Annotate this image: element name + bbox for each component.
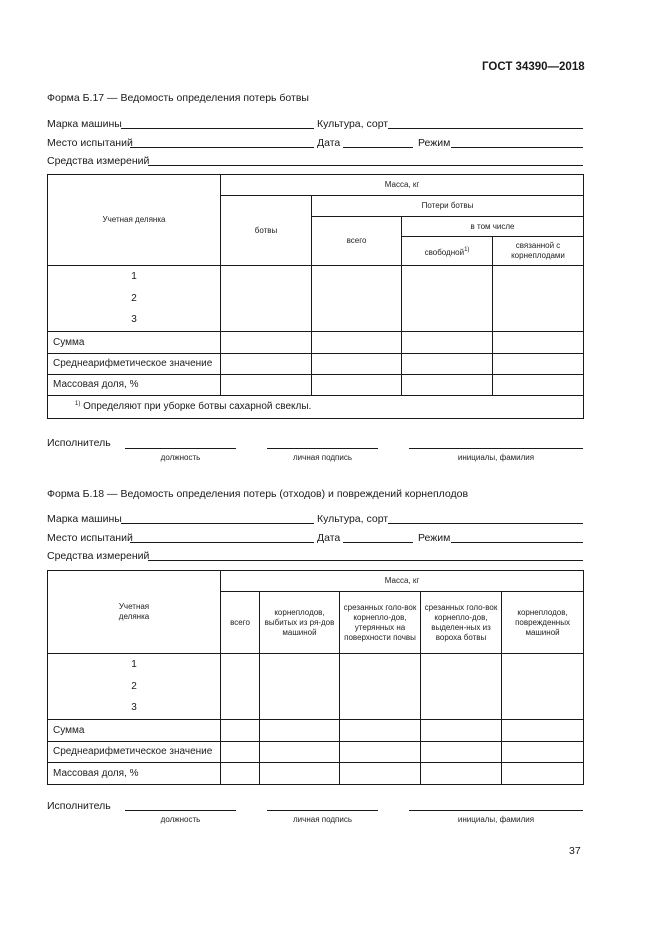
form18-row-1: 1 (131, 659, 137, 670)
form18-table (47, 570, 584, 785)
form17-cell[interactable] (402, 353, 493, 374)
form17-place-line[interactable] (130, 147, 314, 148)
form17-cell[interactable] (402, 266, 493, 332)
form18-mode-line[interactable] (451, 542, 583, 543)
form18-date-label: Дата (317, 532, 341, 544)
form18-name-line[interactable] (409, 810, 583, 811)
form18-row-numbers (48, 654, 221, 720)
form18-cell[interactable] (502, 741, 584, 762)
form17-machine-label: Марка машины (47, 118, 122, 130)
form18-cell[interactable] (421, 719, 502, 741)
form18-machine-line[interactable] (121, 523, 314, 524)
form17-cell[interactable] (402, 331, 493, 353)
form18-col-plot: Учетная делянка (48, 571, 221, 654)
form17-mode-line[interactable] (451, 147, 583, 148)
form17-row-1: 1 (131, 271, 137, 282)
form18-cell[interactable] (421, 762, 502, 784)
form18-cell[interactable] (340, 654, 421, 720)
form17-instruments-line[interactable] (148, 165, 583, 166)
form18-cell[interactable] (260, 654, 340, 720)
form18-cell[interactable] (221, 654, 260, 720)
form17-cell[interactable] (312, 266, 402, 332)
form18-col-damaged: корнеплодов, поврежденных машиной (502, 592, 584, 654)
form18-cell[interactable] (502, 762, 584, 784)
form18-title: Форма Б.18 — Ведомость определения потерь (отходов) и повреждений корнеплодов (47, 488, 469, 500)
form18-fraction-label: Массовая доля, % (48, 762, 221, 784)
form18-name-caption: инициалы, фамилия (457, 815, 535, 824)
form18-row-2: 2 (131, 680, 137, 692)
form17-cell[interactable] (221, 331, 312, 353)
form18-col-knocked: корнеплодов, выбитых из ря-дов машиной (260, 592, 340, 654)
form17-cell[interactable] (312, 331, 402, 353)
form17-col-tops: ботвы (221, 196, 312, 266)
form17-col-total: всего (312, 217, 402, 266)
form17-row-2: 2 (131, 292, 137, 304)
form17-cell[interactable] (312, 353, 402, 374)
form18-cell[interactable] (221, 741, 260, 762)
form18-cell[interactable] (340, 719, 421, 741)
form17-col-mass: Масса, кг (221, 175, 584, 196)
form17-culture-label: Культура, сорт (317, 118, 389, 130)
form17-place-label: Место испытаний (47, 137, 133, 149)
form17-cell[interactable] (402, 374, 493, 395)
form18-cell[interactable] (421, 654, 502, 720)
form18-instruments-line[interactable] (148, 560, 583, 561)
form17-signature-line[interactable] (267, 448, 378, 449)
form18-cell[interactable] (340, 741, 421, 762)
form18-cell[interactable] (502, 654, 584, 720)
form18-cell[interactable] (221, 719, 260, 741)
form17-fraction-label: Массовая доля, % (48, 374, 221, 395)
form17-col-losses: Потери ботвы (312, 196, 584, 217)
form17-col-free: свободной$^{1)}$ (402, 237, 493, 266)
form17-signature-caption: личная подпись (293, 453, 352, 462)
form18-sum-label: Сумма (48, 719, 221, 741)
form18-cell[interactable] (260, 719, 340, 741)
form17-name-caption: инициалы, фамилия (457, 453, 535, 462)
form18-col-mass: Масса, кг (221, 571, 584, 592)
form17-mean-label: Среднеарифметическое значение (48, 353, 221, 374)
form18-cell[interactable] (260, 762, 340, 784)
form18-place-line[interactable] (130, 542, 314, 543)
form17-cell[interactable] (221, 266, 312, 332)
form17-mode-label: Режим (418, 137, 451, 149)
form18-signature-caption: личная подпись (293, 815, 352, 824)
form17-table (47, 174, 584, 419)
form17-name-line[interactable] (409, 448, 583, 449)
form18-culture-line[interactable] (388, 523, 583, 524)
form18-cell[interactable] (221, 762, 260, 784)
form17-position-line[interactable] (125, 448, 236, 449)
form17-cell[interactable] (221, 374, 312, 395)
form17-footnote: $^{1)}$ Определяют при уборке ботвы сахарной свеклы. (48, 395, 584, 418)
form17-row-numbers (48, 266, 221, 332)
form17-row-3: 3 (131, 314, 137, 325)
form17-date-label: Дата (317, 137, 341, 149)
form18-place-label: Место испытаний (47, 532, 133, 544)
form17-executor-label: Исполнитель (47, 437, 111, 449)
form17-col-plot: Учетная делянка (48, 175, 221, 266)
form18-cell[interactable] (502, 719, 584, 741)
form18-date-line[interactable] (343, 542, 413, 543)
form18-col-total: всего (221, 592, 260, 654)
form18-cell[interactable] (260, 741, 340, 762)
form17-machine-line[interactable] (121, 128, 314, 129)
form17-sum-label: Сумма (48, 331, 221, 353)
form17-cell[interactable] (493, 266, 584, 332)
form18-mean-label: Среднеарифметическое значение (48, 741, 221, 762)
form17-position-caption: должность (160, 453, 201, 462)
form18-col-separated-heads: срезанных голо-вок корнепло-дов, выделен-ных из вороха ботвы (421, 592, 502, 654)
form17-cell[interactable] (493, 353, 584, 374)
form18-signature-line[interactable] (267, 810, 378, 811)
form18-position-line[interactable] (125, 810, 236, 811)
form18-row-3: 3 (131, 702, 137, 713)
form18-position-caption: должность (160, 815, 201, 824)
form18-instruments-label: Средства измерений (47, 550, 150, 562)
form17-title: Форма Б.17 — Ведомость определения потерь ботвы (47, 92, 309, 104)
form18-machine-label: Марка машины (47, 513, 122, 525)
form17-date-line[interactable] (343, 147, 413, 148)
form18-col-lost-heads: срезанных голо-вок корнепло-дов, утерянных на поверхности почвы (340, 592, 421, 654)
document-id: ГОСТ 34390—2018 (482, 61, 585, 73)
form18-executor-label: Исполнитель (47, 800, 111, 812)
form17-culture-line[interactable] (388, 128, 583, 129)
form17-col-bound: связанной с корнеплодами (493, 237, 584, 266)
form17-cell[interactable] (221, 353, 312, 374)
form17-col-including: в том числе (402, 217, 584, 237)
page-number: 37 (569, 845, 581, 857)
form17-cell[interactable] (312, 374, 402, 395)
form18-mode-label: Режим (418, 532, 451, 544)
form18-cell[interactable] (340, 762, 421, 784)
form18-cell[interactable] (421, 741, 502, 762)
form17-instruments-label: Средства измерений (47, 155, 150, 167)
form18-culture-label: Культура, сорт (317, 513, 389, 525)
form17-cell[interactable] (493, 374, 584, 395)
form17-cell[interactable] (493, 331, 584, 353)
